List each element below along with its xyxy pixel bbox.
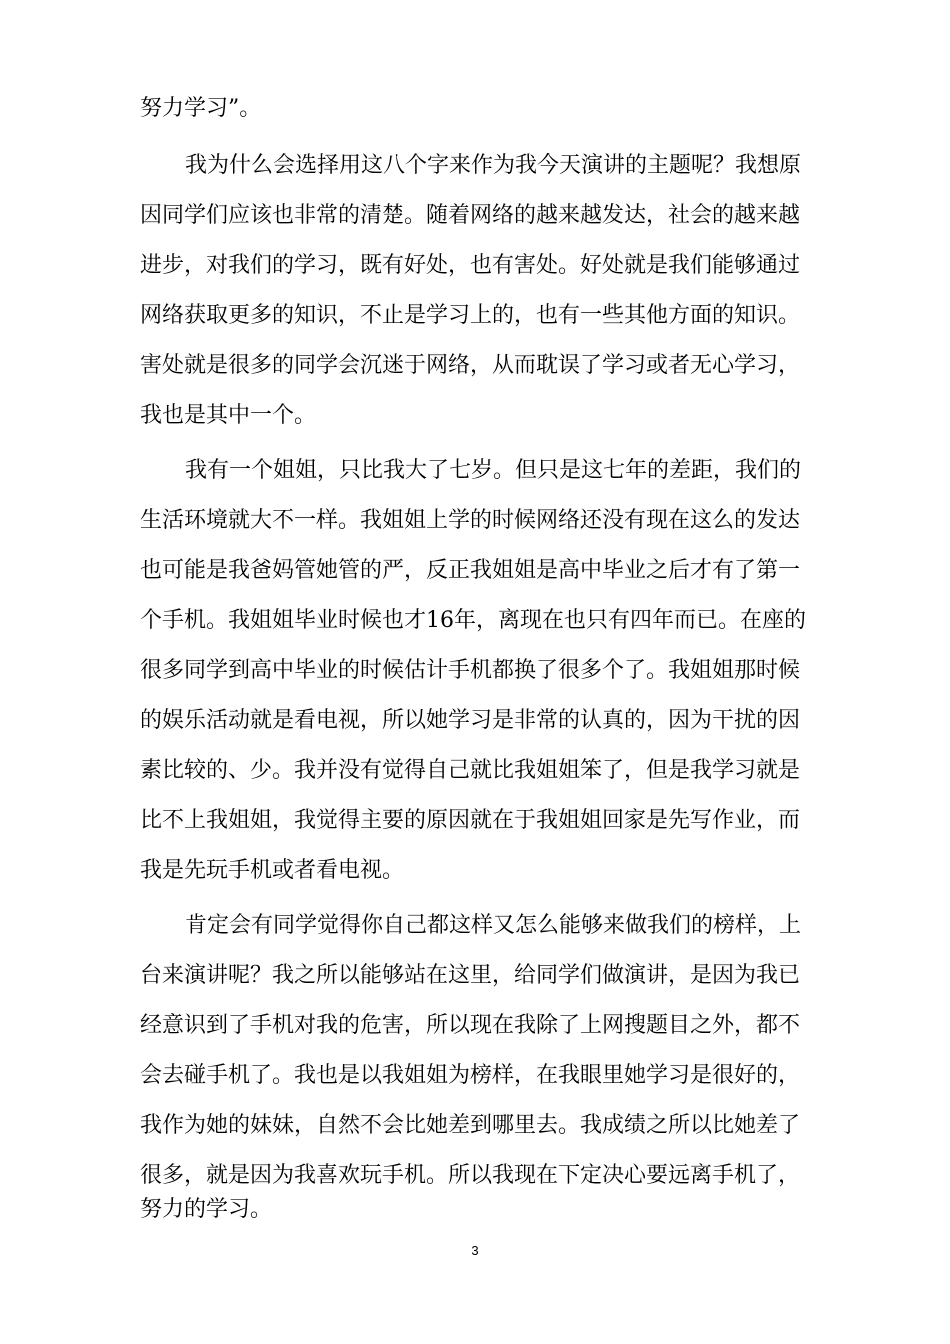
text-line-11: 个手机。我姐姐毕业时候也才16年，离现在也只有四年而已。在座的 (140, 608, 806, 633)
text-line-14: 素比较的、少。我并没有觉得自己就比我姐姐笨了，但是我学习就是 (140, 758, 801, 783)
text-line-4: 进步，对我们的学习，既有好处，也有害处。好处就是我们能够通过 (140, 253, 801, 278)
text-line-17: 肯定会有同学觉得你自己都这样又怎么能够来做我们的榜样，上 (185, 913, 802, 938)
text-line-15: 比不上我姐姐，我觉得主要的原因就在于我姐姐回家是先写作业，而 (140, 808, 801, 833)
text-line-13: 的娱乐活动就是看电视，所以她学习是非常的认真的，因为干扰的因 (140, 708, 801, 733)
text-line-2: 我为什么会选择用这八个字来作为我今天演讲的主题呢？我想原 (185, 153, 802, 178)
text-line-20: 会去碰手机了。我也是以我姐姐为榜样，在我眼里她学习是很好的， (140, 1063, 801, 1088)
text-line-21: 我作为她的妹妹，自然不会比她差到哪里去。我成绩之所以比她差了 (140, 1113, 801, 1138)
text-line-19: 经意识到了手机对我的危害，所以现在我除了上网搜题目之外，都不 (140, 1013, 801, 1038)
text-line-22: 很多，就是因为我喜欢玩手机。所以我现在下定决心要远离手机了， (140, 1163, 801, 1188)
text-line-8: 我有一个姐姐，只比我大了七岁。但只是这七年的差距，我们的 (185, 458, 802, 483)
text-line-12: 很多同学到高中毕业的时候估计手机都换了很多个了。我姐姐那时候 (140, 658, 801, 683)
text-line-5: 网络获取更多的知识，不止是学习上的，也有一些其他方面的知识。 (140, 303, 801, 328)
text-line-16: 我是先玩手机或者看电视。 (140, 858, 405, 883)
page-number: 3 (471, 1243, 479, 1258)
text-line-6: 害处就是很多的同学会沉迷于网络，从而耽误了学习或者无心学习， (140, 353, 801, 378)
text-line-18: 台来演讲呢？我之所以能够站在这里，给同学们做演讲，是因为我已 (140, 963, 801, 988)
text-line-1: 努力学习”。 (140, 96, 262, 121)
text-line-9: 生活环境就大不一样。我姐姐上学的时候网络还没有现在这么的发达 (140, 508, 801, 533)
text-line-7: 我也是其中一个。 (140, 403, 317, 428)
text-line-10: 也可能是我爸妈管她管的严，反正我姐姐是高中毕业之后才有了第一 (140, 558, 801, 583)
text-line-3: 因同学们应该也非常的清楚。随着网络的越来越发达，社会的越来越 (140, 203, 801, 228)
text-line-23: 努力的学习。 (140, 1197, 273, 1222)
